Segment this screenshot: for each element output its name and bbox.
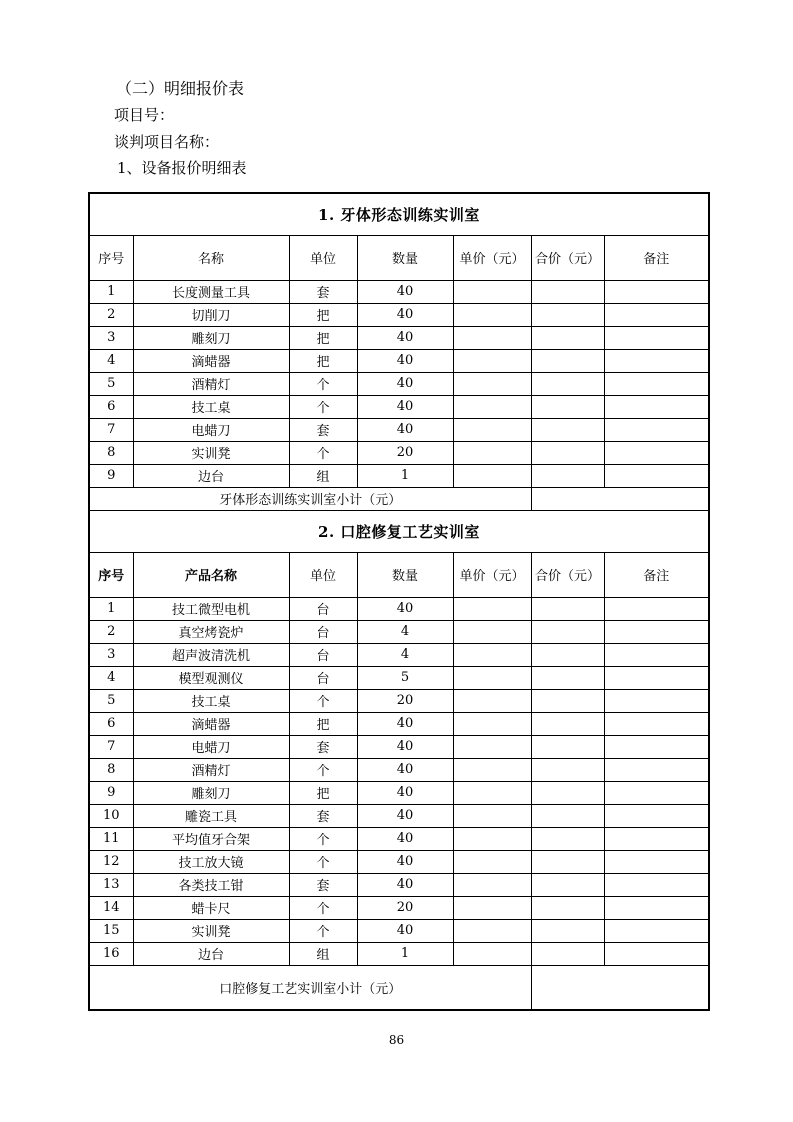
- cell: 40: [357, 804, 453, 827]
- cell: [453, 643, 531, 666]
- table-row: [89, 689, 709, 712]
- cell: [531, 689, 604, 712]
- project-number-label: 项目号：: [114, 106, 175, 124]
- cell: 4: [89, 349, 133, 372]
- column-header: 序号: [89, 552, 133, 597]
- cell: [604, 303, 709, 326]
- cell: 技工桌: [133, 689, 289, 712]
- cell: 个: [289, 850, 357, 873]
- cell: [531, 464, 604, 487]
- cell: [531, 303, 604, 326]
- cell: 组: [289, 464, 357, 487]
- subtotal-value: [531, 487, 709, 510]
- cell: 滴蜡器: [133, 349, 289, 372]
- cell: 雕瓷工具: [133, 804, 289, 827]
- cell: 各类技工钳: [133, 873, 289, 896]
- cell: [453, 620, 531, 643]
- cell: 20: [357, 689, 453, 712]
- cell: 模型观测仪: [133, 666, 289, 689]
- column-header: 合价（元）: [531, 235, 604, 280]
- cell: 5: [357, 666, 453, 689]
- cell: 个: [289, 758, 357, 781]
- cell: [453, 735, 531, 758]
- cell: 台: [289, 666, 357, 689]
- cell: 技工放大镜: [133, 850, 289, 873]
- cell: [604, 781, 709, 804]
- column-header: 备注: [604, 552, 709, 597]
- table-row: [89, 643, 709, 666]
- cell: 把: [289, 326, 357, 349]
- column-header: 数量: [357, 235, 453, 280]
- cell: 12: [89, 850, 133, 873]
- cell: [531, 418, 604, 441]
- cell: 套: [289, 873, 357, 896]
- cell: [531, 873, 604, 896]
- cell: 5: [89, 689, 133, 712]
- column-header: 产品名称: [133, 552, 289, 597]
- cell: 40: [357, 827, 453, 850]
- cell: 酒精灯: [133, 758, 289, 781]
- cell: [531, 850, 604, 873]
- cell: 40: [357, 280, 453, 303]
- table-row: [89, 804, 709, 827]
- cell: 实训凳: [133, 919, 289, 942]
- cell: 实训凳: [133, 441, 289, 464]
- cell: 8: [89, 758, 133, 781]
- cell: 40: [357, 349, 453, 372]
- cell: [531, 735, 604, 758]
- column-header: 合价（元）: [531, 552, 604, 597]
- table-row: [89, 464, 709, 487]
- cell: [604, 712, 709, 735]
- cell: [604, 372, 709, 395]
- cell: [453, 850, 531, 873]
- cell: 2: [89, 620, 133, 643]
- cell: [453, 689, 531, 712]
- cell: 边台: [133, 464, 289, 487]
- cell: 40: [357, 712, 453, 735]
- cell: [531, 758, 604, 781]
- cell: [453, 395, 531, 418]
- section-heading: （二）明细报价表: [116, 79, 245, 98]
- table-row: [89, 418, 709, 441]
- column-header-row: [89, 235, 709, 280]
- column-header: 单价（元）: [453, 552, 531, 597]
- cell: 40: [357, 326, 453, 349]
- column-header: 序号: [89, 235, 133, 280]
- section-title: 2. 口腔修复工艺实训室: [89, 510, 709, 552]
- cell: 20: [357, 896, 453, 919]
- table-row: [89, 735, 709, 758]
- cell: 台: [289, 597, 357, 620]
- table-row: [89, 781, 709, 804]
- cell: 2: [89, 303, 133, 326]
- column-header-row: [89, 552, 709, 597]
- cell: [604, 666, 709, 689]
- cell: 套: [289, 735, 357, 758]
- cell: 把: [289, 781, 357, 804]
- cell: [604, 597, 709, 620]
- cell: [453, 896, 531, 919]
- cell: 切削刀: [133, 303, 289, 326]
- cell: [531, 804, 604, 827]
- cell: [531, 643, 604, 666]
- cell: 6: [89, 395, 133, 418]
- cell: [453, 326, 531, 349]
- cell: 技工桌: [133, 395, 289, 418]
- cell: 40: [357, 781, 453, 804]
- cell: 个: [289, 395, 357, 418]
- cell: 电蜡刀: [133, 735, 289, 758]
- table-row: [89, 372, 709, 395]
- cell: [604, 804, 709, 827]
- cell: 16: [89, 942, 133, 965]
- cell: 技工微型电机: [133, 597, 289, 620]
- cell: 40: [357, 303, 453, 326]
- quotation-table: [88, 192, 710, 1011]
- cell: [531, 666, 604, 689]
- cell: 1: [89, 597, 133, 620]
- cell: [531, 280, 604, 303]
- cell: [453, 280, 531, 303]
- cell: 雕刻刀: [133, 781, 289, 804]
- cell: 40: [357, 372, 453, 395]
- cell: [604, 280, 709, 303]
- table-row: [89, 303, 709, 326]
- cell: 40: [357, 758, 453, 781]
- section-title: 1. 牙体形态训练实训室: [89, 193, 709, 235]
- cell: 超声波清洗机: [133, 643, 289, 666]
- column-header: 单位: [289, 235, 357, 280]
- subtotal-row: [89, 965, 709, 1010]
- cell: 平均值牙合架: [133, 827, 289, 850]
- cell: 40: [357, 735, 453, 758]
- table-row: [89, 850, 709, 873]
- page-number: 86: [388, 1033, 405, 1047]
- cell: 6: [89, 712, 133, 735]
- cell: 台: [289, 643, 357, 666]
- table-row: [89, 597, 709, 620]
- cell: [531, 326, 604, 349]
- cell: [604, 349, 709, 372]
- cell: [604, 620, 709, 643]
- cell: 个: [289, 372, 357, 395]
- cell: [604, 326, 709, 349]
- table-row: [89, 896, 709, 919]
- subtotal-row: [89, 487, 709, 510]
- cell: 把: [289, 349, 357, 372]
- subtotal-label: 口腔修复工艺实训室小计（元）: [89, 965, 531, 1010]
- cell: [604, 441, 709, 464]
- cell: 4: [357, 620, 453, 643]
- cell: [453, 464, 531, 487]
- cell: [604, 418, 709, 441]
- cell: 台: [289, 620, 357, 643]
- cell: 套: [289, 804, 357, 827]
- cell: [531, 942, 604, 965]
- cell: 3: [89, 643, 133, 666]
- cell: 边台: [133, 942, 289, 965]
- table-row: [89, 395, 709, 418]
- table-row: [89, 919, 709, 942]
- section-title-row: [89, 193, 709, 235]
- table-row: [89, 666, 709, 689]
- cell: [453, 919, 531, 942]
- cell: 雕刻刀: [133, 326, 289, 349]
- table-row: [89, 280, 709, 303]
- cell: 40: [357, 597, 453, 620]
- cell: 5: [89, 372, 133, 395]
- cell: [604, 395, 709, 418]
- table-row: [89, 326, 709, 349]
- cell: 14: [89, 896, 133, 919]
- subtotal-label: 牙体形态训练实训室小计（元）: [89, 487, 531, 510]
- cell: [604, 850, 709, 873]
- cell: 电蜡刀: [133, 418, 289, 441]
- cell: 4: [89, 666, 133, 689]
- cell: [604, 896, 709, 919]
- cell: 蜡卡尺: [133, 896, 289, 919]
- cell: 个: [289, 919, 357, 942]
- cell: [453, 781, 531, 804]
- cell: 11: [89, 827, 133, 850]
- cell: 3: [89, 326, 133, 349]
- cell: 个: [289, 689, 357, 712]
- cell: 7: [89, 735, 133, 758]
- cell: [604, 735, 709, 758]
- section-title-row: [89, 510, 709, 552]
- cell: 15: [89, 919, 133, 942]
- cell: 13: [89, 873, 133, 896]
- cell: [531, 781, 604, 804]
- table-row: [89, 620, 709, 643]
- cell: 组: [289, 942, 357, 965]
- cell: 8: [89, 441, 133, 464]
- cell: 40: [357, 873, 453, 896]
- cell: [531, 919, 604, 942]
- cell: [453, 303, 531, 326]
- cell: 滴蜡器: [133, 712, 289, 735]
- cell: [453, 349, 531, 372]
- cell: [453, 758, 531, 781]
- equipment-list-heading: 1、设备报价明细表: [117, 159, 247, 177]
- table-row: [89, 827, 709, 850]
- cell: [531, 712, 604, 735]
- subtotal-value: [531, 965, 709, 1010]
- cell: [604, 689, 709, 712]
- cell: 长度测量工具: [133, 280, 289, 303]
- cell: [453, 712, 531, 735]
- cell: [453, 942, 531, 965]
- table-row: [89, 758, 709, 781]
- cell: [453, 827, 531, 850]
- cell: [531, 827, 604, 850]
- column-header: 单位: [289, 552, 357, 597]
- cell: [453, 418, 531, 441]
- cell: 7: [89, 418, 133, 441]
- cell: [604, 827, 709, 850]
- cell: [604, 758, 709, 781]
- column-header: 数量: [357, 552, 453, 597]
- table-row: [89, 349, 709, 372]
- table-row: [89, 873, 709, 896]
- cell: [604, 464, 709, 487]
- cell: 1: [357, 942, 453, 965]
- cell: 把: [289, 303, 357, 326]
- table-row: [89, 712, 709, 735]
- table-row: [89, 942, 709, 965]
- cell: 40: [357, 850, 453, 873]
- cell: [531, 620, 604, 643]
- cell: 1: [89, 280, 133, 303]
- column-header: 备注: [604, 235, 709, 280]
- project-name-label: 谈判项目名称：: [114, 133, 220, 151]
- cell: [604, 873, 709, 896]
- cell: 个: [289, 441, 357, 464]
- cell: [531, 597, 604, 620]
- cell: [531, 896, 604, 919]
- cell: 个: [289, 896, 357, 919]
- column-header: 单价（元）: [453, 235, 531, 280]
- cell: 40: [357, 395, 453, 418]
- column-header: 名称: [133, 235, 289, 280]
- cell: [453, 666, 531, 689]
- cell: 4: [357, 643, 453, 666]
- cell: 10: [89, 804, 133, 827]
- cell: 套: [289, 280, 357, 303]
- cell: 9: [89, 781, 133, 804]
- cell: 20: [357, 441, 453, 464]
- cell: [453, 597, 531, 620]
- cell: [531, 372, 604, 395]
- cell: [604, 942, 709, 965]
- cell: 1: [357, 464, 453, 487]
- cell: 套: [289, 418, 357, 441]
- cell: 酒精灯: [133, 372, 289, 395]
- cell: [531, 441, 604, 464]
- cell: 真空烤瓷炉: [133, 620, 289, 643]
- cell: [453, 372, 531, 395]
- cell: [604, 643, 709, 666]
- cell: [531, 395, 604, 418]
- cell: 把: [289, 712, 357, 735]
- cell: [453, 441, 531, 464]
- cell: [531, 349, 604, 372]
- cell: 40: [357, 919, 453, 942]
- cell: [453, 804, 531, 827]
- cell: 40: [357, 418, 453, 441]
- table-row: [89, 441, 709, 464]
- cell: 9: [89, 464, 133, 487]
- cell: 个: [289, 827, 357, 850]
- cell: [453, 873, 531, 896]
- cell: [604, 919, 709, 942]
